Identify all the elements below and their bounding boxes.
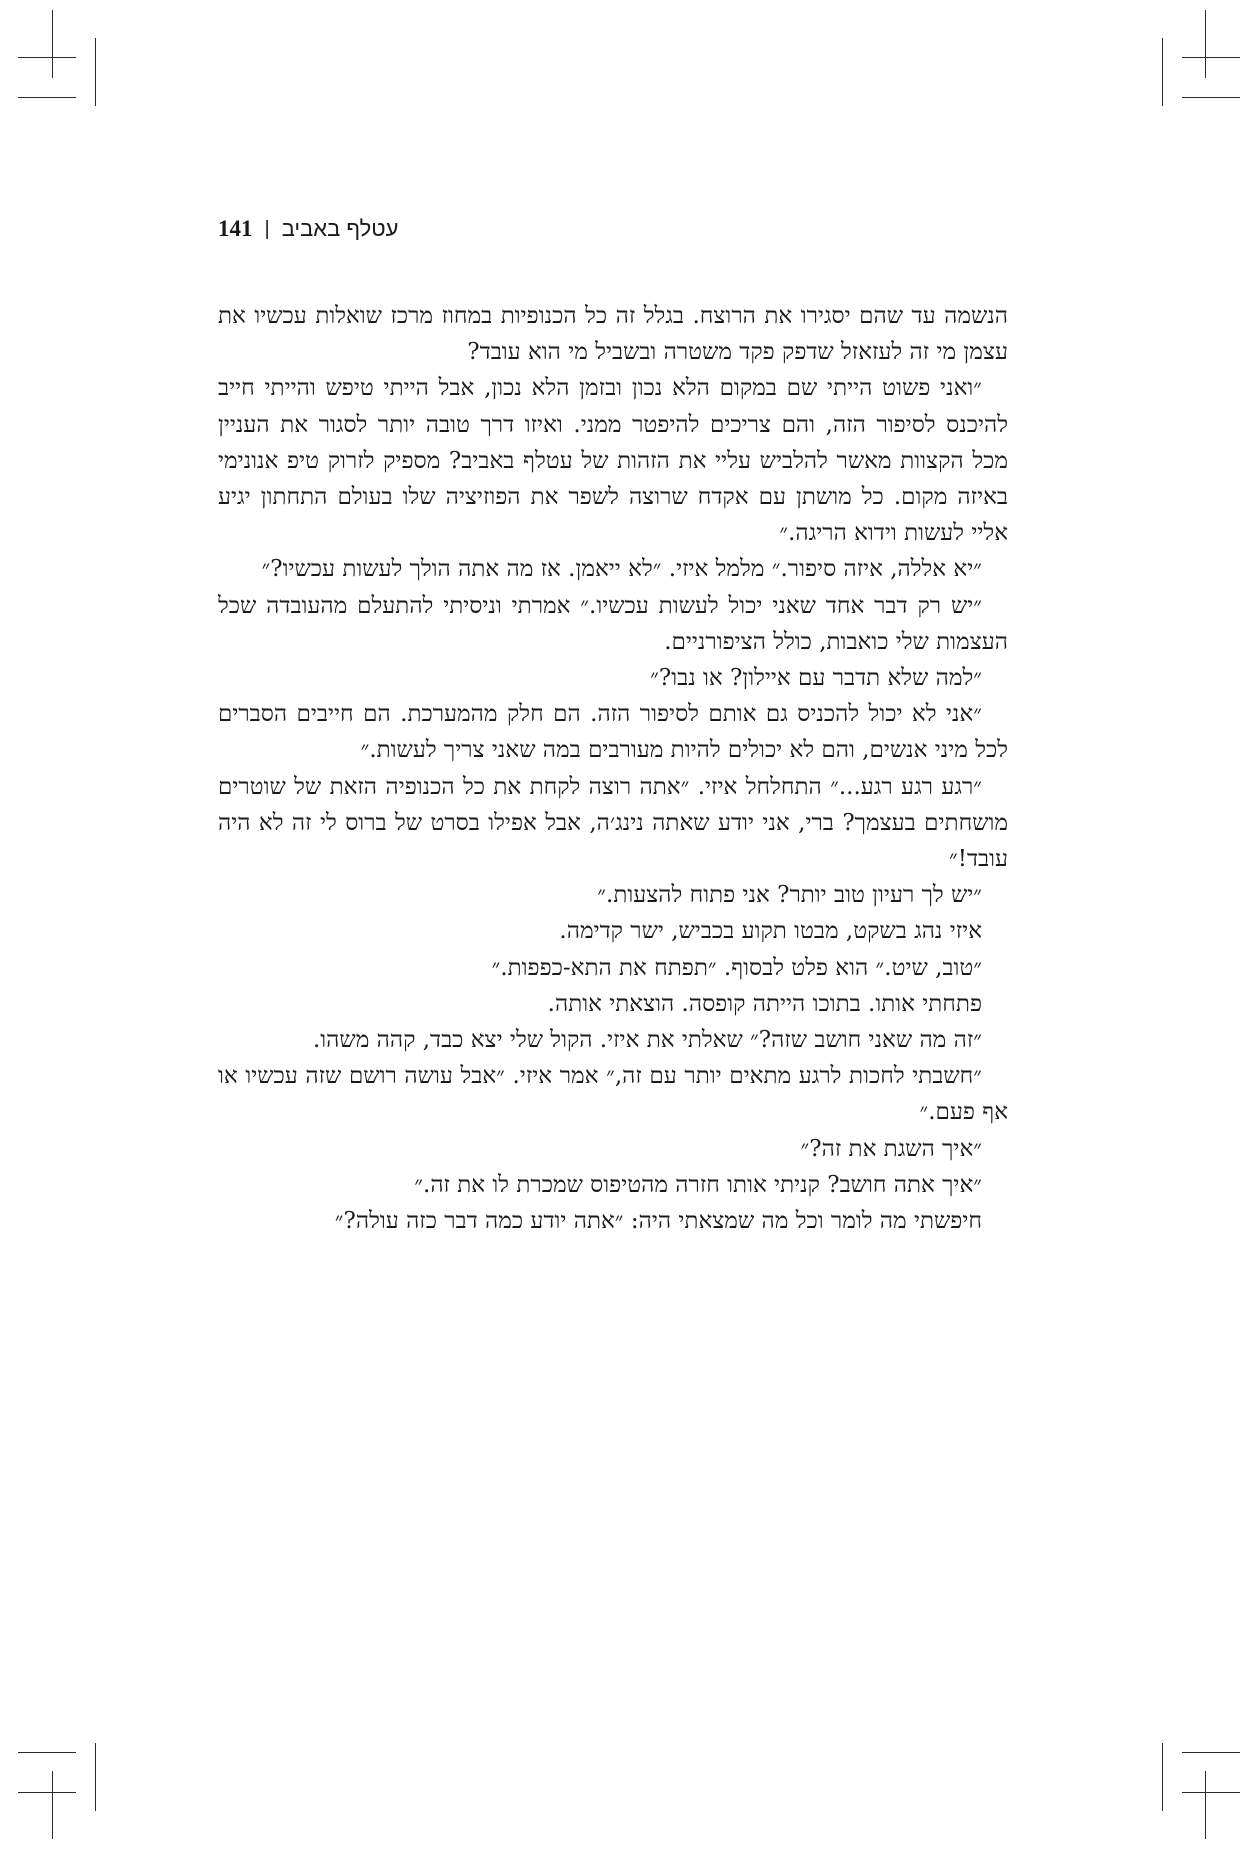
- header-separator: |: [264, 217, 270, 240]
- crop-mark-bottom-right-horizontal: [1182, 1792, 1240, 1793]
- crop-mark-bottom-right-vertical-inner: [1162, 1743, 1163, 1811]
- crop-mark-top-right-horizontal-inner: [1182, 97, 1240, 98]
- paragraph: ״איך השגת את זה?״: [800, 1135, 982, 1162]
- book-title: עטלף באביב: [281, 216, 399, 241]
- paragraph: ״יש רק דבר אחד שאני יכול לעשות עכשיו.״ אמרתי וניסיתי להתעלם מהעובדה שכל העצמות שלי כואבות, כולל הציפורניים.: [218, 592, 1008, 655]
- paragraph: חיפשתי מה לומר וכל מה שמצאתי היה: ״אתה יודע כמה דבר כזה עולה?״: [334, 1208, 982, 1235]
- body-text: [218, 298, 1008, 1239]
- page-number: 141: [218, 216, 253, 241]
- crop-mark-top-right-vertical-inner: [1162, 38, 1163, 106]
- paragraph: ״יא אללה, איזה סיפור.״ מלמל איזי. ״לא ייאמן. אז מה אתה הולך לעשות עכשיו?״: [261, 556, 982, 583]
- crop-mark-top-right-horizontal: [1182, 57, 1240, 58]
- crop-mark-bottom-left-vertical-inner: [95, 1743, 96, 1811]
- crop-mark-bottom-right-vertical: [1205, 1771, 1206, 1839]
- paragraph: פתחתי אותו. בתוכו הייתה קופסה. הוצאתי אותה.: [547, 990, 982, 1017]
- paragraph: ״חשבתי לחכות לרגע מתאים יותר עם זה,״ אמר איזי. ״אבל עושה רושם שזה עכשיו או אף פעם.״: [218, 1063, 1008, 1126]
- paragraph: ״יש לך רעיון טוב יותר? אני פתוח להצעות.״: [597, 882, 982, 909]
- paragraph: ״ואני פשוט הייתי שם במקום הלא נכון ובזמן הלא נכון, אבל הייתי טיפש והייתי חייב להיכנס לסיפור הזה, והם צריכים להיפטר ממני. ואיזו דרך טובה יותר לסגור את העניין מכל הקצוות מאשר להלביש עליי את הזהות של עטלף באביב? מספיק לזרוק טיפ אנונימי באיזה מקום. כל מושתן עם אקדח שרוצה לשפר את הפוזיציה שלו בעולם התחתון יגיע אליי לעשות וידוא הריגה.״: [218, 375, 1008, 547]
- crop-mark-top-left-horizontal-inner: [18, 97, 76, 98]
- paragraph: ״טוב, שיט.״ הוא פלט לבסוף. ״תפתח את התא-כפפות.״: [491, 954, 982, 981]
- crop-mark-top-left-vertical-inner: [95, 38, 96, 106]
- crop-mark-top-right-vertical: [1205, 10, 1206, 78]
- crop-mark-bottom-left-horizontal-inner: [18, 1752, 76, 1753]
- paragraph: ״אני לא יכול להכניס גם אותם לסיפור הזה. הם חלק מהמערכת. הם חייבים הסברים לכל מיני אנשים, והם לא יכולים להיות מעורבים במה שאני צריך לעשות.״: [218, 701, 1008, 764]
- crop-mark-bottom-left-horizontal: [18, 1792, 76, 1793]
- paragraph: ״רגע רגע רגע...״ התחלחל איזי. ״אתה רוצה לקחת את כל הכנופיה הזאת של שוטרים מושחתים בעצמך? ברי, אני יודע שאתה נינג׳ה, אבל אפילו בסרט של ברוס לי זה לא היה עובד!״: [218, 773, 1008, 873]
- running-header: [218, 212, 1008, 246]
- paragraph: ״למה שלא תדבר עם איילון? או נבו?״: [650, 665, 982, 692]
- crop-mark-bottom-left-vertical: [52, 1771, 53, 1839]
- paragraph: ״זה מה שאני חושב שזה?״ שאלתי את איזי. הקול שלי יצא כבד, קהה משהו.: [312, 1027, 982, 1054]
- crop-mark-top-left-horizontal: [18, 57, 76, 58]
- crop-mark-top-left-vertical: [52, 10, 53, 78]
- paragraph: הנשמה עד שהם יסגירו את הרוצח. בגלל זה כל הכנופיות במחוז מרכז שואלות עכשיו את עצמן מי זה לעזאזל שדפק פקד משטרה ובשביל מי הוא עובד?: [218, 303, 1008, 366]
- paragraph: ״איך אתה חושב? קניתי אותו חזרה מהטיפוס שמכרת לו את זה.״: [414, 1171, 982, 1198]
- paragraph: איזי נהג בשקט, מבטו תקוע בכביש, ישר קדימה.: [559, 918, 982, 945]
- crop-mark-bottom-right-horizontal-inner: [1182, 1752, 1240, 1753]
